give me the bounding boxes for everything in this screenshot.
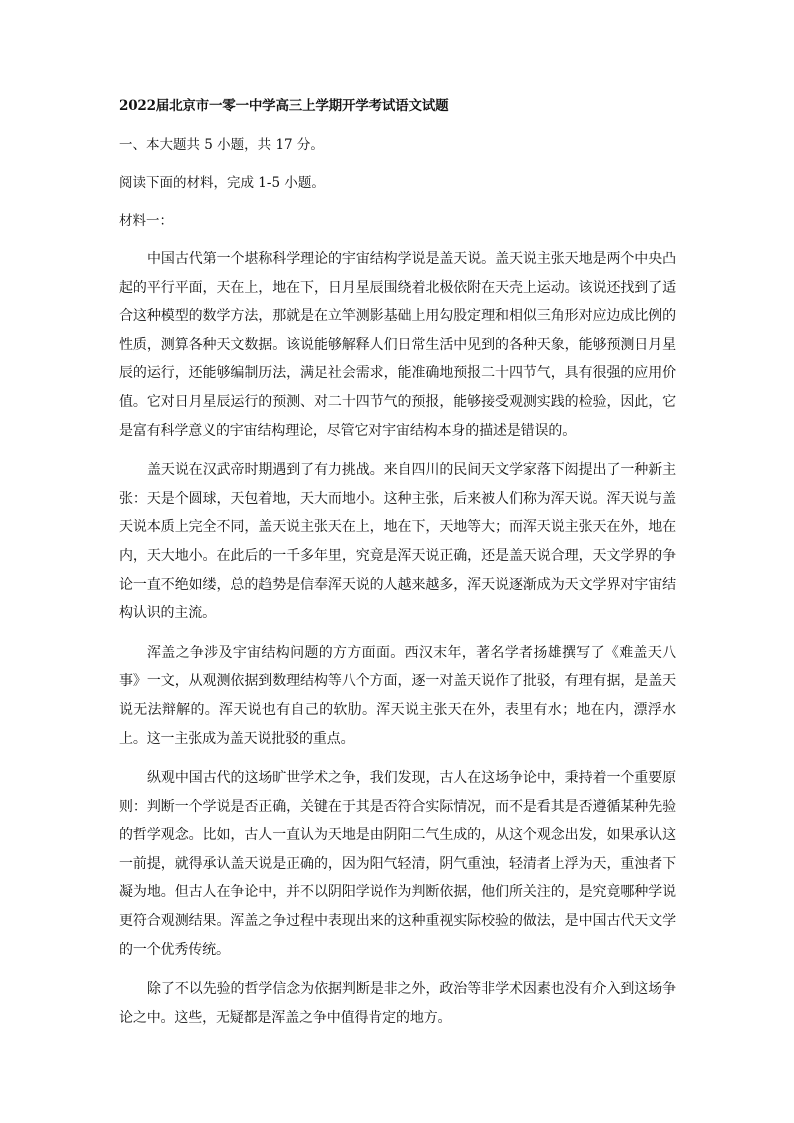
paragraph-5: 除了不以先验的哲学信念为依据判断是非之外，政治等非学术因素也没有介入到这场争论之中。这些，无疑都是浑盖之争中值得肯定的地方。 [119,981,676,1026]
paragraph-1: 中国古代第一个堪称科学理论的宇宙结构学说是盖天说。盖天说主张天地是两个中央凸起的平行平面，天在上，地在下，日月星辰围绕着北极依附在天壳上运动。该说还找到了适合这种模型的数学方法，那就是在立竿测影基础上用勾股定理和相似三角形对应边成比例的性质，测算各种天文数据。该说能够解释人们日常生活中见到的各种天象，能够预测日月星辰的运行，还能够编制历法，满足社会需求，能准确地预报二十四节气，具有很强的应用价值。它对日月星辰运行的预测、对二十四节气的预报，能够接受观测实践的检验，因此，它是富有科学意义的宇宙结构理论，尽管它对宇宙结构本身的描述是错误的。 [119,251,676,439]
instruction-text: 阅读下面的材料，完成 1-5 小题。 [119,175,325,191]
document-page [119,96,676,1043]
paragraph-2: 盖天说在汉武帝时期遇到了有力挑战。来自四川的民间天文学家落下闳提出了一种新主张：天是个圆球，天包着地，天大而地小。这种主张，后来被人们称为浑天说。浑天说与盖天说本质上完全不同，盖天说主张天在上，地在下，天地等大；而浑天说主张天在外，地在内，天大地小。在此后的一千多年里，究竟是浑天说正确，还是盖天说合理，天文学界的争论一直不绝如缕，总的趋势是信奉浑天说的人越来越多，浑天说逐渐成为天文学界对宇宙结构认识的主流。 [119,462,676,622]
document-title: 2022届北京市一零一中学高三上学期开学考试语文试题 [119,98,449,114]
section-heading: 一、本大题共 5 小题，共 17 分。 [119,137,324,153]
paragraph-3: 浑盖之争涉及宇宙结构问题的方方面面。西汉末年，著名学者扬雄撰写了《难盖天八事》一文，从观测依据到数理结构等八个方面，逐一对盖天说作了批驳，有理有据，是盖天说无法辩解的。浑天说也有自己的软肋。浑天说主张天在外，表里有水；地在内，漂浮水上。这一主张成为盖天说批驳的重点。 [119,644,676,747]
paragraph-4: 纵观中国古代的这场旷世学术之争，我们发现，古人在这场争论中，秉持着一个重要原则：判断一个学说是否正确，关键在于其是否符合实际情况，而不是看其是否遵循某种先验的哲学观念。比如，古人一直认为天地是由阴阳二气生成的，从这个观念出发，如果承认这一前提，就得承认盖天说是正确的，因为阳气轻清，阴气重浊，轻清者上浮为天，重浊者下凝为地。但古人在争论中，并不以阴阳学说作为判断依据，他们所关注的，是究竟哪种学说更符合观测结果。浑盖之争过程中表现出来的这种重视实际校验的做法，是中国古代天文学的一个优秀传统。 [119,770,676,958]
material-label: 材料一： [119,213,173,229]
